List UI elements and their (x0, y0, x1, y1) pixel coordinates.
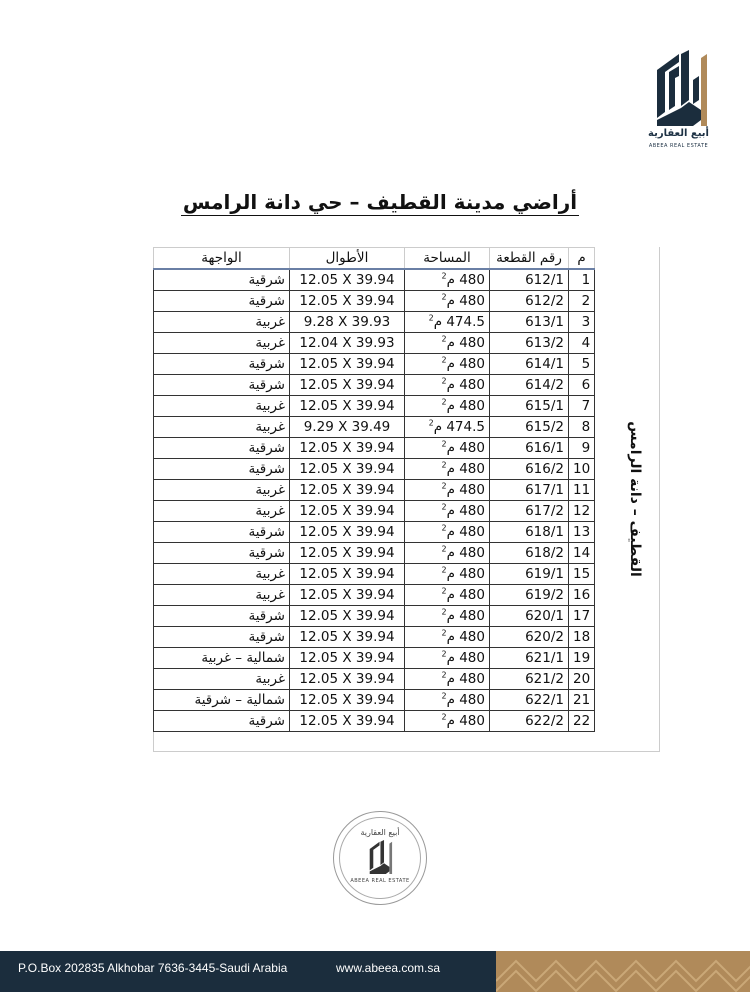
area-unit: م (446, 482, 455, 498)
logo-arabic-text: أبيع العقارية (648, 128, 709, 139)
cell-plot-number: 619/2 (490, 585, 569, 606)
area-value: 480 (459, 545, 485, 561)
page-title: أراضي مدينة القطيف – حي دانة الرامس (182, 190, 578, 214)
cell-area: 480 م$^2$ (405, 564, 490, 585)
cell-facade: شرقية (154, 354, 290, 375)
cell-index: 11 (569, 480, 595, 501)
area-value: 480 (459, 335, 485, 351)
header-dimensions: الأطوال (290, 248, 405, 270)
cell-facade: شمالية – شرقية (154, 690, 290, 711)
pattern-icon (496, 951, 750, 992)
cell-area: 480 م$^2$ (405, 459, 490, 480)
cell-plot-number: 622/2 (490, 711, 569, 732)
table-row (154, 585, 595, 606)
cell-facade: شرقية (154, 522, 290, 543)
cell-area: 480 م$^2$ (405, 354, 490, 375)
cell-dimensions: 12.05 X 39.94 (290, 627, 405, 648)
cell-dimensions: 12.05 X 39.94 (290, 375, 405, 396)
cell-index: 16 (569, 585, 595, 606)
cell-area: 480 م$^2$ (405, 711, 490, 732)
cell-dimensions: 12.05 X 39.94 (290, 480, 405, 501)
area-unit: م (446, 608, 455, 624)
cell-dimensions: 12.05 X 39.94 (290, 606, 405, 627)
table-row (154, 333, 595, 354)
cell-facade: غربية (154, 585, 290, 606)
area-unit: م (446, 272, 455, 288)
table-row (154, 627, 595, 648)
area-value: 474.5 (446, 419, 485, 435)
cell-index: 21 (569, 690, 595, 711)
area-value: 480 (459, 356, 485, 372)
table-row (154, 543, 595, 564)
area-unit: م (433, 314, 443, 330)
logo-mark-icon (649, 50, 711, 126)
cell-index: 20 (569, 669, 595, 690)
cell-plot-number: 620/2 (490, 627, 569, 648)
logo-english-text: ABEEA REAL ESTATE (648, 143, 709, 149)
area-unit: م (446, 545, 455, 561)
cell-plot-number: 615/1 (490, 396, 569, 417)
cell-area: 480 م$^2$ (405, 522, 490, 543)
stamp-english-text: ABEEA REAL ESTATE (350, 878, 410, 884)
cell-area: 480 م$^2$ (405, 375, 490, 396)
cell-dimensions: 12.05 X 39.94 (290, 585, 405, 606)
cell-dimensions: 12.05 X 39.94 (290, 711, 405, 732)
area-unit: م (446, 293, 455, 309)
table-row (154, 564, 595, 585)
cell-plot-number: 617/2 (490, 501, 569, 522)
area-unit: م (446, 461, 455, 477)
cell-index: 12 (569, 501, 595, 522)
cell-area: 480 م$^2$ (405, 606, 490, 627)
table-header-row (154, 248, 595, 270)
area-unit: م (446, 713, 455, 729)
cell-index: 18 (569, 627, 595, 648)
area-value: 480 (459, 608, 485, 624)
cell-index: 17 (569, 606, 595, 627)
cell-index: 2 (569, 291, 595, 312)
cell-index: 8 (569, 417, 595, 438)
cell-facade: غربية (154, 564, 290, 585)
table-row (154, 690, 595, 711)
cell-index: 4 (569, 333, 595, 354)
cell-plot-number: 614/2 (490, 375, 569, 396)
table-row (154, 501, 595, 522)
cell-dimensions: 12.05 X 39.94 (290, 501, 405, 522)
cell-area: 474.5 م$^2$ (405, 417, 490, 438)
stamp-arabic-text: أبيع العقارية (360, 828, 400, 837)
area-unit: م (446, 692, 455, 708)
cell-dimensions: 12.05 X 39.94 (290, 564, 405, 585)
area-value: 480 (459, 398, 485, 414)
area-unit: م (433, 419, 443, 435)
cell-facade: شرقية (154, 711, 290, 732)
cell-index: 3 (569, 312, 595, 333)
area-value: 480 (459, 566, 485, 582)
area-unit: م (446, 671, 455, 687)
cell-area: 480 م$^2$ (405, 501, 490, 522)
cell-index: 5 (569, 354, 595, 375)
cell-facade: غربية (154, 396, 290, 417)
cell-facade: غربية (154, 333, 290, 354)
area-value: 480 (459, 587, 485, 603)
header-facade: الواجهة (154, 248, 290, 270)
cell-index: 22 (569, 711, 595, 732)
footer-address: P.O.Box 202835 Alkhobar 7636-3445-Saudi Arabia (18, 961, 288, 975)
cell-plot-number: 614/1 (490, 354, 569, 375)
cell-plot-number: 622/1 (490, 690, 569, 711)
cell-facade: غربية (154, 501, 290, 522)
cell-dimensions: 12.05 X 39.94 (290, 269, 405, 291)
cell-facade: غربية (154, 669, 290, 690)
table-row (154, 417, 595, 438)
table-row (154, 669, 595, 690)
cell-index: 9 (569, 438, 595, 459)
cell-facade: شرقية (154, 627, 290, 648)
area-value: 474.5 (446, 314, 485, 330)
cell-plot-number: 613/1 (490, 312, 569, 333)
cell-dimensions: 9.28 X 39.93 (290, 312, 405, 333)
header-plot-number: رقم القطعة (490, 248, 569, 270)
cell-index: 1 (569, 269, 595, 291)
cell-dimensions: 9.29 X 39.49 (290, 417, 405, 438)
header-area: المساحة (405, 248, 490, 270)
cell-plot-number: 618/2 (490, 543, 569, 564)
cell-dimensions: 12.05 X 39.94 (290, 459, 405, 480)
area-unit: م (446, 650, 455, 666)
table-row (154, 438, 595, 459)
cell-facade: غربية (154, 417, 290, 438)
cell-dimensions: 12.05 X 39.94 (290, 669, 405, 690)
footer-bar (0, 951, 750, 992)
cell-area: 480 م$^2$ (405, 269, 490, 291)
cell-facade: غربية (154, 480, 290, 501)
cell-plot-number: 612/1 (490, 269, 569, 291)
cell-dimensions: 12.05 X 39.94 (290, 396, 405, 417)
area-unit: م (446, 566, 455, 582)
cell-plot-number: 616/1 (490, 438, 569, 459)
cell-plot-number: 615/2 (490, 417, 569, 438)
area-value: 480 (459, 713, 485, 729)
cell-index: 7 (569, 396, 595, 417)
company-stamp (333, 811, 427, 905)
cell-area: 474.5 م$^2$ (405, 312, 490, 333)
cell-area: 480 م$^2$ (405, 480, 490, 501)
plots-table (153, 247, 595, 732)
cell-dimensions: 12.05 X 39.94 (290, 543, 405, 564)
cell-area: 480 م$^2$ (405, 690, 490, 711)
area-unit: م (446, 587, 455, 603)
side-label: القطيف – دانة الرامس (627, 421, 643, 577)
table-row (154, 711, 595, 732)
area-value: 480 (459, 503, 485, 519)
table-row (154, 375, 595, 396)
area-value: 480 (459, 629, 485, 645)
cell-facade: شرقية (154, 459, 290, 480)
cell-dimensions: 12.05 X 39.94 (290, 690, 405, 711)
cell-dimensions: 12.05 X 39.94 (290, 438, 405, 459)
cell-dimensions: 12.05 X 39.94 (290, 522, 405, 543)
cell-facade: شرقية (154, 438, 290, 459)
footer-website[interactable]: www.abeea.com.sa (336, 961, 441, 975)
cell-index: 6 (569, 375, 595, 396)
header-index: م (569, 248, 595, 270)
cell-area: 480 م$^2$ (405, 438, 490, 459)
cell-plot-number: 613/2 (490, 333, 569, 354)
area-unit: م (446, 629, 455, 645)
cell-index: 15 (569, 564, 595, 585)
cell-plot-number: 617/1 (490, 480, 569, 501)
cell-dimensions: 12.05 X 39.94 (290, 648, 405, 669)
area-value: 480 (459, 524, 485, 540)
cell-area: 480 م$^2$ (405, 627, 490, 648)
cell-facade: شرقية (154, 543, 290, 564)
cell-index: 14 (569, 543, 595, 564)
company-logo (641, 48, 716, 158)
table-row (154, 480, 595, 501)
table-row (154, 606, 595, 627)
cell-plot-number: 620/1 (490, 606, 569, 627)
area-value: 480 (459, 650, 485, 666)
area-value: 480 (459, 671, 485, 687)
cell-facade: شرقية (154, 606, 290, 627)
cell-index: 13 (569, 522, 595, 543)
cell-area: 480 م$^2$ (405, 396, 490, 417)
area-unit: م (446, 503, 455, 519)
area-unit: م (446, 440, 455, 456)
cell-index: 10 (569, 459, 595, 480)
cell-area: 480 م$^2$ (405, 333, 490, 354)
area-value: 480 (459, 692, 485, 708)
area-unit: م (446, 356, 455, 372)
stamp-logo-icon (365, 840, 395, 874)
area-unit: م (446, 335, 455, 351)
cell-facade: شمالية – غربية (154, 648, 290, 669)
cell-plot-number: 621/1 (490, 648, 569, 669)
table-row (154, 522, 595, 543)
cell-area: 480 م$^2$ (405, 291, 490, 312)
cell-dimensions: 12.05 X 39.94 (290, 354, 405, 375)
area-value: 480 (459, 293, 485, 309)
cell-plot-number: 619/1 (490, 564, 569, 585)
area-value: 480 (459, 461, 485, 477)
cell-area: 480 م$^2$ (405, 543, 490, 564)
table-row (154, 291, 595, 312)
cell-dimensions: 12.04 X 39.93 (290, 333, 405, 354)
cell-plot-number: 618/1 (490, 522, 569, 543)
side-label-cell (613, 247, 657, 751)
table-row (154, 648, 595, 669)
table-row (154, 459, 595, 480)
cell-plot-number: 616/2 (490, 459, 569, 480)
area-unit: م (446, 398, 455, 414)
cell-index: 19 (569, 648, 595, 669)
cell-facade: شرقية (154, 375, 290, 396)
table-row (154, 312, 595, 333)
cell-facade: شرقية (154, 269, 290, 291)
cell-plot-number: 612/2 (490, 291, 569, 312)
area-value: 480 (459, 377, 485, 393)
table-row (154, 354, 595, 375)
cell-dimensions: 12.05 X 39.94 (290, 291, 405, 312)
area-value: 480 (459, 440, 485, 456)
area-unit: م (446, 524, 455, 540)
cell-facade: شرقية (154, 291, 290, 312)
footer-pattern (496, 951, 750, 992)
table-row (154, 396, 595, 417)
area-value: 480 (459, 482, 485, 498)
cell-area: 480 م$^2$ (405, 648, 490, 669)
table-row (154, 269, 595, 291)
cell-area: 480 م$^2$ (405, 585, 490, 606)
cell-facade: غربية (154, 312, 290, 333)
cell-plot-number: 621/2 (490, 669, 569, 690)
cell-area: 480 م$^2$ (405, 669, 490, 690)
area-value: 480 (459, 272, 485, 288)
area-unit: م (446, 377, 455, 393)
